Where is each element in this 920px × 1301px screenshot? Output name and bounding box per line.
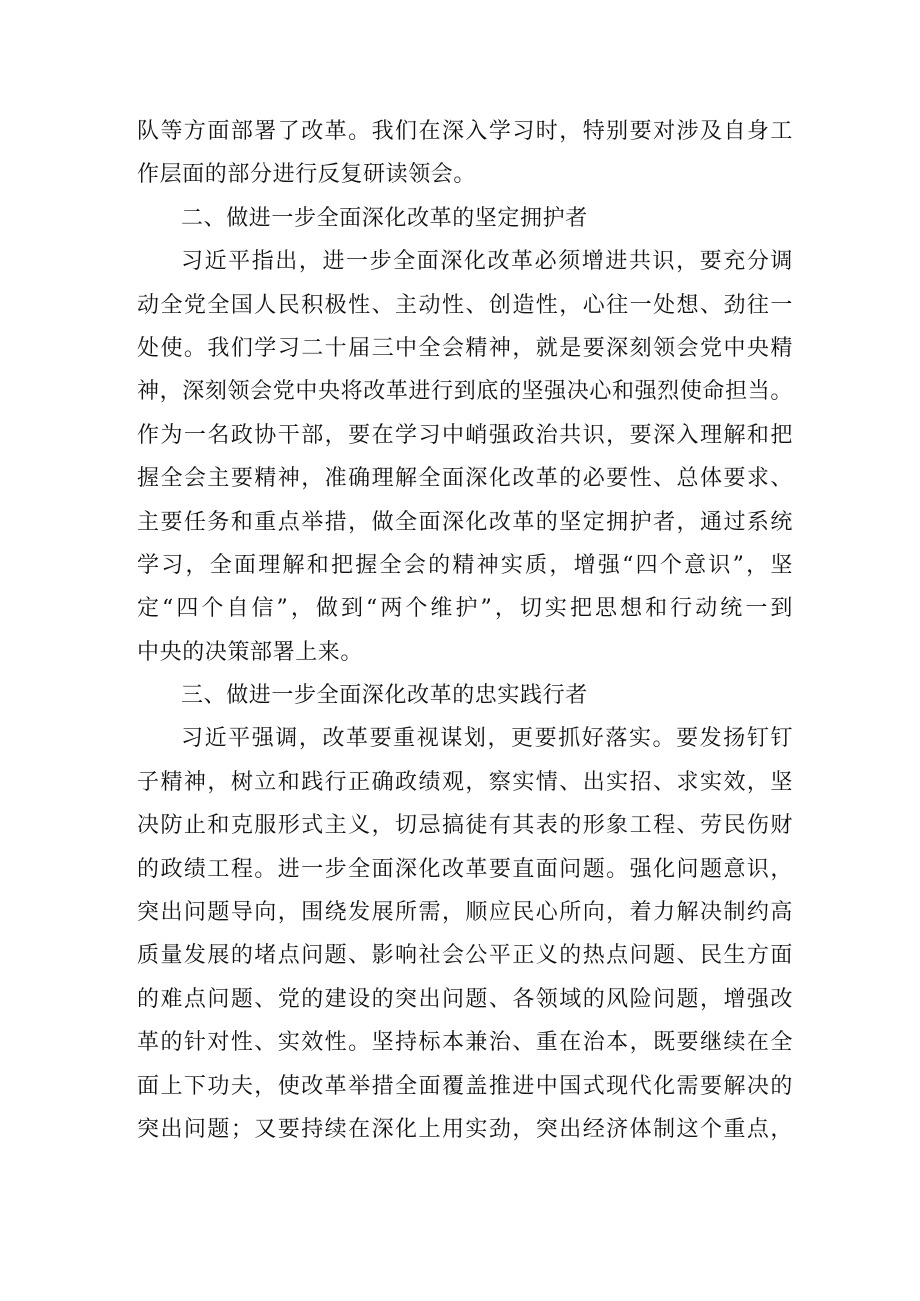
body-text-line: 革的针对性、实效性。坚持标本兼治、重在治本，既要继续在全	[137, 1030, 793, 1056]
body-text-line: 子精神，树立和践行正确政绩观，察实情、出实招、求实效，坚	[137, 769, 793, 795]
body-text-line: 处使。我们学习二十届三中全会精神，就是要深刻领会党中央精	[137, 335, 793, 361]
body-text-line: 决防止和克服形式主义，切忌搞徒有其表的形象工程、劳民伤财	[137, 813, 793, 839]
body-text-line: 的难点问题、党的建设的突出问题、各领域的风险问题，增强改	[137, 986, 793, 1012]
body-text-line: 突出问题；又要持续在深化上用实劲，突出经济体制这个重点，	[137, 1116, 793, 1142]
body-text-line: 主要任务和重点举措，做全面深化改革的坚定拥护者，通过系统	[137, 509, 793, 535]
body-text-line: 神，深刻领会党中央将改革进行到底的坚强决心和强烈使命担当。	[137, 379, 793, 405]
body-text-line: 习近平强调，改革要重视谋划，更要抓好落实。要发扬钉钉	[181, 726, 793, 752]
body-text-line: 作为一名政协干部，要在学习中峭强政治共识，要深入理解和把	[137, 422, 793, 448]
body-text-line: 握全会主要精神，准确理解全面深化改革的必要性、总体要求、	[137, 466, 793, 492]
body-text-line: 作层面的部分进行反复研读领会。	[137, 162, 477, 188]
body-text-line: 中央的决策部署上来。	[137, 639, 364, 665]
body-text-line: 的政绩工程。进一步全面深化改革要直面问题。强化问题意识，	[137, 856, 793, 882]
body-text-line: 定“四个自信”，做到“两个维护”，切实把思想和行动统一到	[137, 596, 793, 622]
document-body	[137, 110, 793, 1151]
body-text-line: 突出问题导向，围绕发展所需，顺应民心所向，着力解决制约高	[137, 900, 793, 926]
section-heading-3: 三、做进一步全面深化改革的忠实践行者	[181, 683, 588, 709]
body-text-line: 学习，全面理解和把握全会的精神实质，增强“四个意识”，坚	[137, 552, 793, 578]
body-text-line: 队等方面部署了改革。我们在深入学习时，特别要对涉及自身工	[137, 119, 793, 144]
body-text-line: 动全党全国人民积极性、主动性、创造性，心往一处想、劲往一	[137, 292, 793, 318]
body-text-line: 面上下功夫，使改革举措全面覆盖推进中国式现代化需要解决的	[137, 1073, 793, 1099]
body-text-line: 质量发展的堵点问题、影响社会公平正义的热点问题、民生方面	[137, 943, 793, 969]
section-heading-2: 二、做进一步全面深化改革的坚定拥护者	[181, 205, 588, 231]
body-text-line: 习近平指出，进一步全面深化改革必须增进共识，要充分调	[181, 249, 793, 275]
